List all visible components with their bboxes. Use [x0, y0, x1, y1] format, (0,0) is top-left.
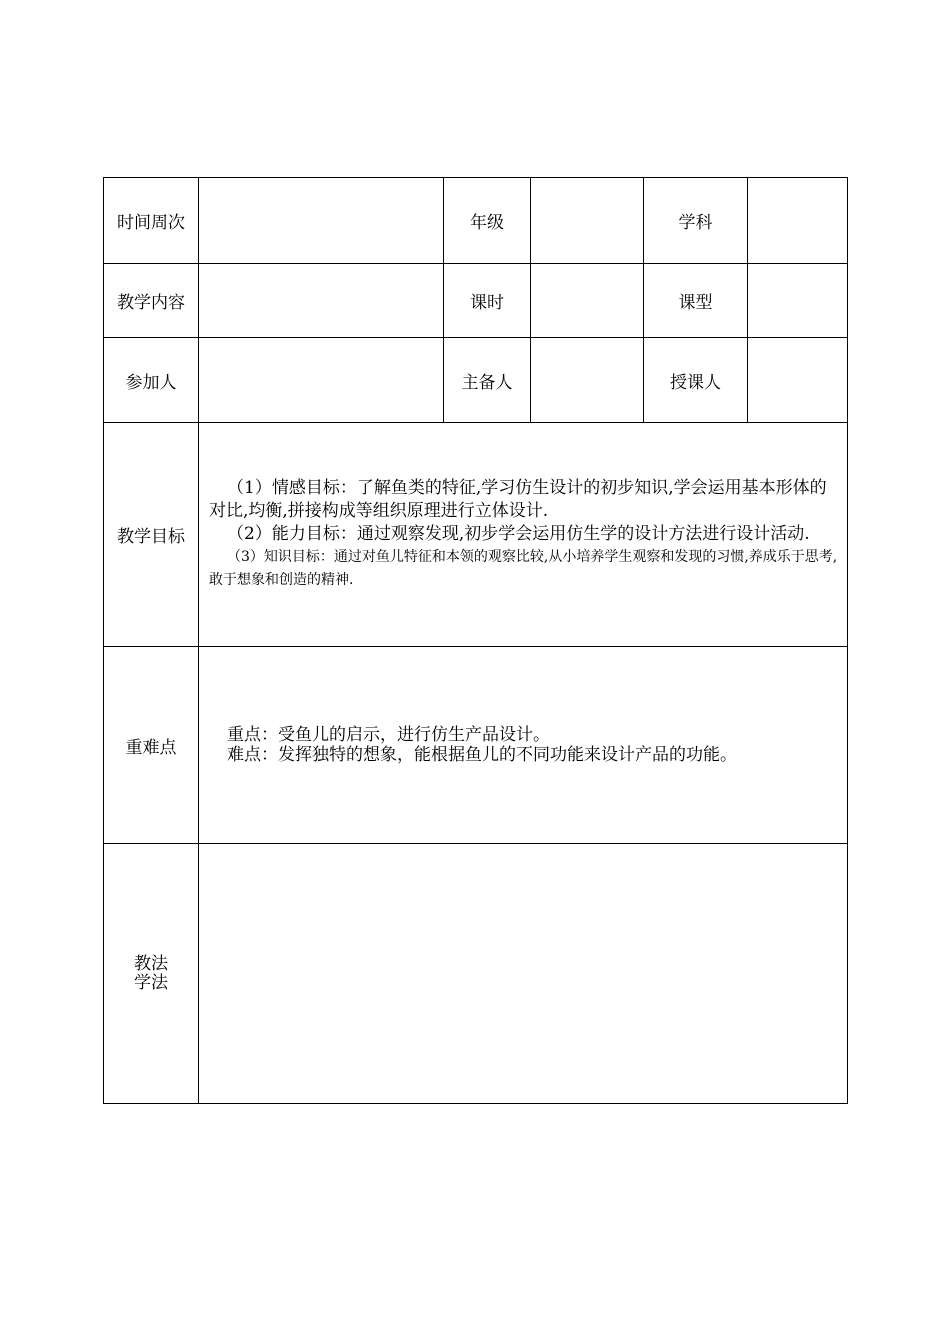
row-key-points — [104, 647, 848, 844]
lead-preparer-label: 主备人 — [444, 338, 531, 423]
lead-preparer-value[interactable] — [531, 338, 644, 423]
goal-ability: （2）能力目标：通过观察发现,初步学会运用仿生学的设计方法进行设计活动. — [227, 524, 810, 544]
row-time-week — [104, 178, 848, 264]
key-point-focus: 重点：受鱼儿的启示，进行仿生产品设计。 — [227, 725, 550, 745]
row-participants — [104, 338, 848, 423]
grade-value[interactable] — [531, 178, 644, 264]
subject-value[interactable] — [748, 178, 848, 264]
methods-value[interactable] — [199, 844, 848, 1104]
participants-value[interactable] — [199, 338, 444, 423]
methods-label-line2: 学法 — [134, 972, 168, 993]
grade-label: 年级 — [444, 178, 531, 264]
period-value[interactable] — [531, 264, 644, 338]
time-week-label: 时间周次 — [104, 178, 199, 264]
row-methods — [104, 844, 848, 1104]
content-value[interactable] — [199, 264, 444, 338]
row-goals — [104, 423, 848, 647]
teacher-value[interactable] — [748, 338, 848, 423]
participants-label: 参加人 — [104, 338, 199, 423]
methods-label — [104, 844, 199, 1104]
key-points-content[interactable] — [199, 647, 848, 844]
goals-content[interactable] — [199, 423, 848, 647]
lesson-plan-table — [103, 177, 848, 1104]
row-content — [104, 264, 848, 338]
period-label: 课时 — [444, 264, 531, 338]
subject-label: 学科 — [644, 178, 748, 264]
lesson-type-label: 课型 — [644, 264, 748, 338]
goals-label: 教学目标 — [104, 423, 199, 647]
methods-label-line1: 教法 — [134, 953, 168, 974]
teacher-label: 授课人 — [644, 338, 748, 423]
goal-knowledge: （3）知识目标：通过对鱼儿特征和本领的观察比较,从小培养学生观察和发现的习惯,养成乐于思考,敢于想象和创造的精神. — [209, 549, 838, 588]
key-point-difficulty: 难点：发挥独特的想象，能根据鱼儿的不同功能来设计产品的功能。 — [227, 745, 737, 765]
content-label: 教学内容 — [104, 264, 199, 338]
goal-emotional: （1）情感目标：了解鱼类的特征,学习仿生设计的初步知识,学会运用基本形体的对比,均衡,拼接构成等组织原理进行立体设计. — [209, 478, 827, 521]
lesson-type-value[interactable] — [748, 264, 848, 338]
time-week-value[interactable] — [199, 178, 444, 264]
key-points-label: 重难点 — [104, 647, 199, 844]
